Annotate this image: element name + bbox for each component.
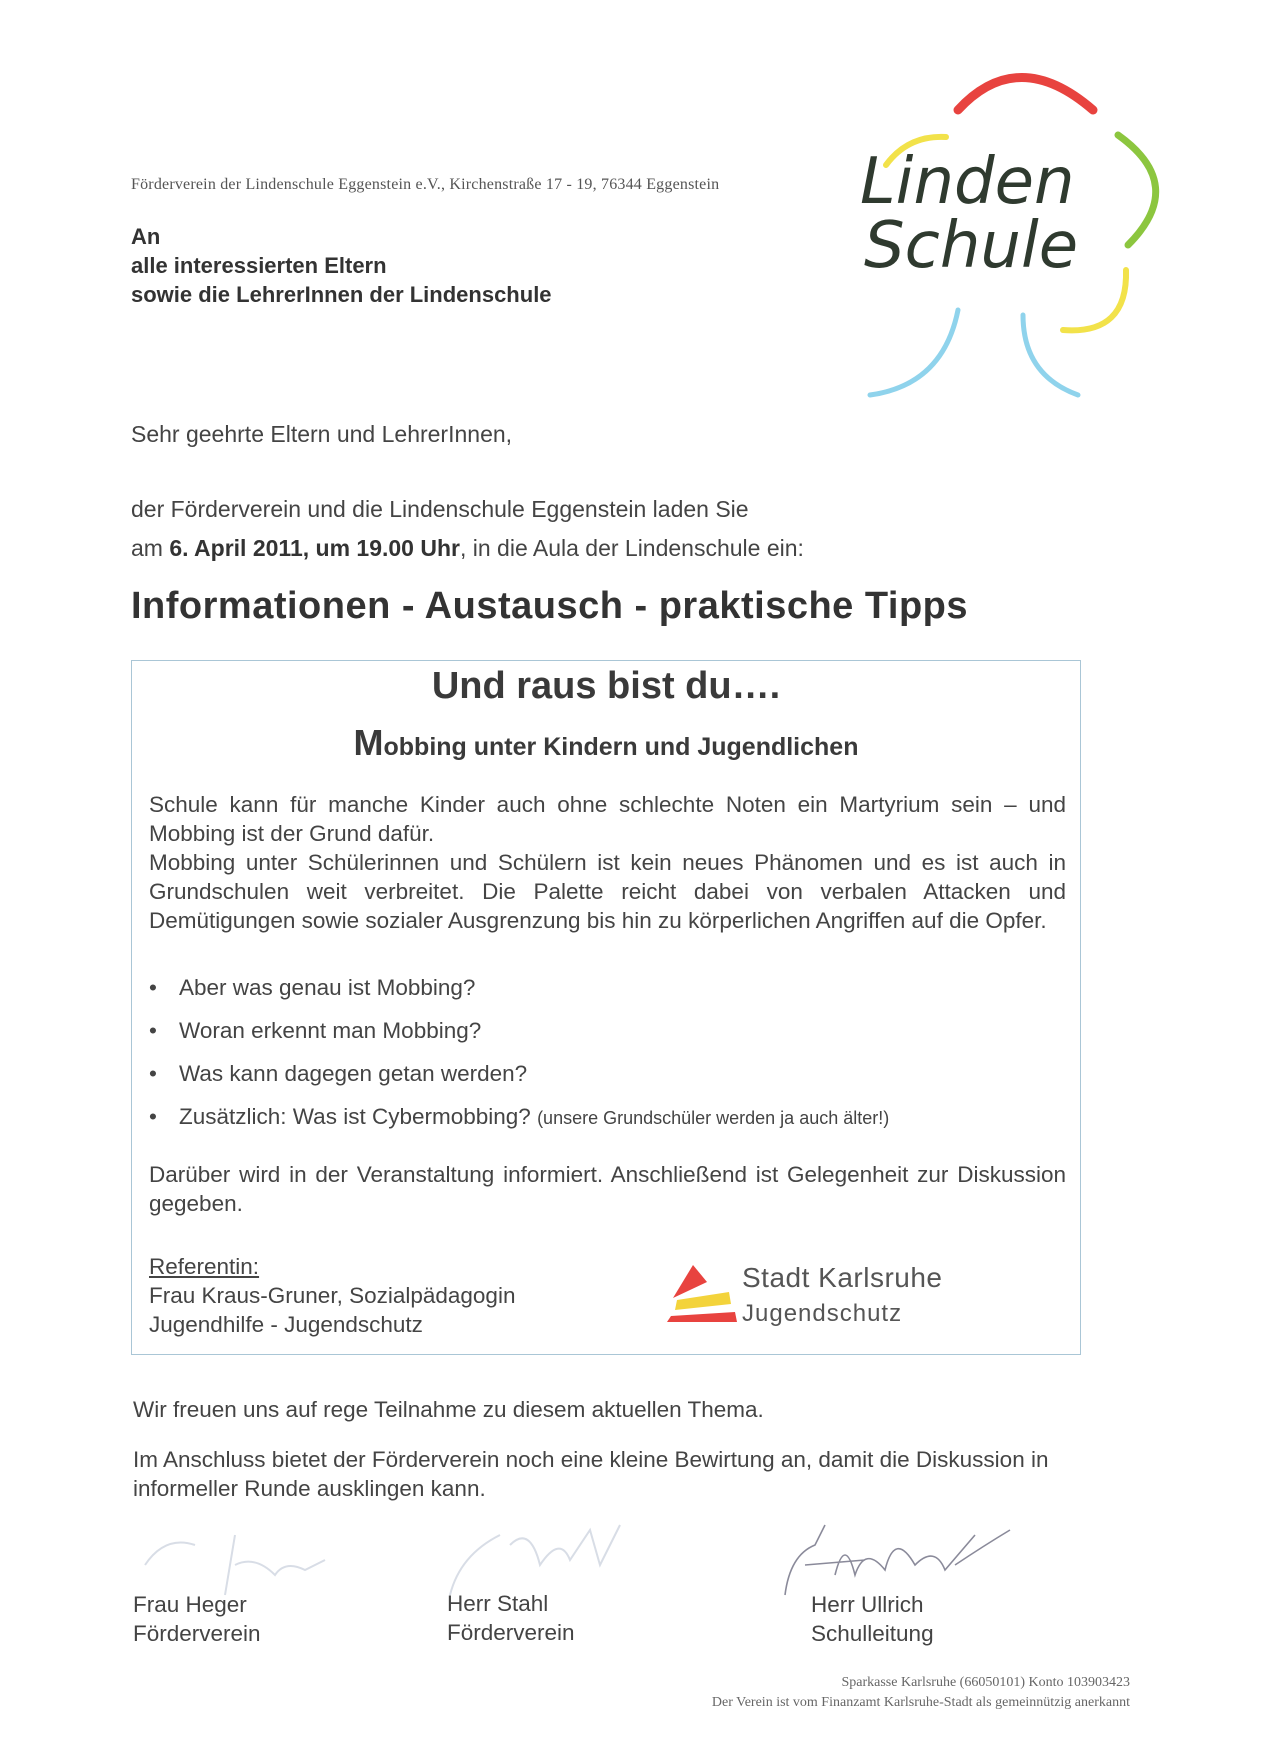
karlsruhe-triangle-red [673, 1265, 707, 1298]
bullet-icon: • [149, 1061, 157, 1086]
closing-line-1: Wir freuen uns auf rege Teilnahme zu diesem aktuellen Thema. [133, 1397, 764, 1422]
signatory-role: Förderverein [447, 1620, 575, 1645]
question-note: (unsere Grundschüler werden ja auch älter!) [537, 1108, 890, 1128]
question-text: Woran erkennt man Mobbing? [179, 1018, 482, 1043]
invitation-line-1: der Förderverein und die Lindenschule Eggenstein laden Sie [131, 496, 749, 522]
closing-line-2: Im Anschluss bietet der Förderverein noch eine kleine Bewirtung an, damit die Diskussion in informeller Runde ausklingen kann. [133, 1447, 1049, 1501]
list-item [149, 1104, 889, 1147]
signatory-name: Herr Ullrich [811, 1592, 924, 1617]
signatory-name: Frau Heger [133, 1592, 247, 1617]
address-line-3: sowie die LehrerInnen der Lindenschule [131, 282, 552, 307]
logo-arc-red [958, 78, 1093, 111]
question-text: Was kann dagegen getan werden? [179, 1061, 528, 1086]
bullet-icon: • [149, 1018, 157, 1043]
karlsruhe-department: Jugendschutz [742, 1300, 903, 1327]
referent-label: Referentin: [149, 1254, 260, 1279]
box-subtitle [0, 722, 1212, 764]
signatory-stahl [447, 1589, 575, 1647]
list-item [149, 1018, 889, 1061]
question-text: Zusätzlich: Was ist Cybermobbing? [179, 1104, 531, 1129]
karlsruhe-stripe-red [667, 1312, 737, 1322]
referent-block [149, 1252, 515, 1339]
invitation-prefix: am [131, 535, 170, 561]
box-paragraph-2: Mobbing unter Schülerinnen und Schülern ist kein neues Phänomen und es ist auch in Grundschulen weit verbreitet. Die Palette reicht dabei von verbalen Attacken und Demütigungen sowie sozialer Ausgrenzung bis hin zu körperlichen Angriffen auf die Opfer. [149, 850, 1066, 933]
sender-address-line: Förderverein der Lindenschule Eggenstein e.V., Kirchenstraße 17 - 19, 76344 Eggenstein [131, 176, 720, 193]
box-paragraph-1: Schule kann für manche Kinder auch ohne schlechte Noten ein Martyrium sein – und Mobbing ist der Grund dafür. [149, 792, 1066, 846]
invitation-suffix: , in die Aula der Lindenschule ein: [459, 535, 804, 561]
logo-arc-blue-left [870, 310, 958, 395]
question-text: Aber was genau ist Mobbing? [179, 975, 476, 1000]
box-title: Und raus bist du…. [431, 665, 781, 707]
bullet-icon: • [149, 975, 157, 1000]
box-paragraph-3: Darüber wird in der Veranstaltung informiert. Anschließend ist Gelegenheit zur Diskussion gegeben. [149, 1162, 1066, 1216]
signatory-role: Förderverein [133, 1621, 261, 1646]
logo-arc-green [1118, 135, 1156, 245]
referent-name: Frau Kraus-Gruner, Sozialpädagogin [149, 1283, 516, 1308]
recipient-address [131, 222, 552, 309]
address-line-1: An [131, 224, 161, 249]
box-subtitle-rest: obbing unter Kindern und Jugendlichen [383, 733, 859, 761]
signatory-role: Schulleitung [811, 1621, 934, 1646]
invitation-text [131, 490, 804, 568]
list-item [149, 1061, 889, 1104]
salutation: Sehr geehrte Eltern und LehrerInnen, [131, 421, 513, 447]
event-tagline: Informationen - Austausch - praktische Tipps [131, 585, 969, 627]
signatory-ullrich [811, 1590, 934, 1648]
signatory-heger [133, 1590, 261, 1648]
logo-text-schule: Schule [864, 209, 1079, 283]
invitation-line-2 [131, 529, 804, 568]
list-item [149, 975, 889, 1018]
event-date-time: 6. April 2011, um 19.00 Uhr [169, 535, 460, 561]
logo-arc-blue-right [1023, 315, 1078, 395]
karlsruhe-stripe-yellow [675, 1292, 731, 1310]
signatory-name: Herr Stahl [447, 1591, 549, 1616]
logo-text-linden: Linden [860, 145, 1075, 219]
charity-status: Der Verein ist vom Finanzamt Karlsruhe-Stadt als gemeinnützig anerkannt [711, 1695, 1130, 1710]
bullet-icon: • [149, 1104, 157, 1129]
lindenschule-logo [858, 55, 1188, 415]
bank-details: Sparkasse Karlsruhe (66050101) Konto 103903423 [841, 1675, 1130, 1690]
referent-org: Jugendhilfe - Jugendschutz [149, 1312, 423, 1337]
box-subtitle-initial: M [353, 722, 384, 763]
address-line-2: alle interessierten Eltern [131, 253, 387, 278]
karlsruhe-name: Stadt Karlsruhe [742, 1262, 943, 1293]
question-list [149, 975, 889, 1147]
